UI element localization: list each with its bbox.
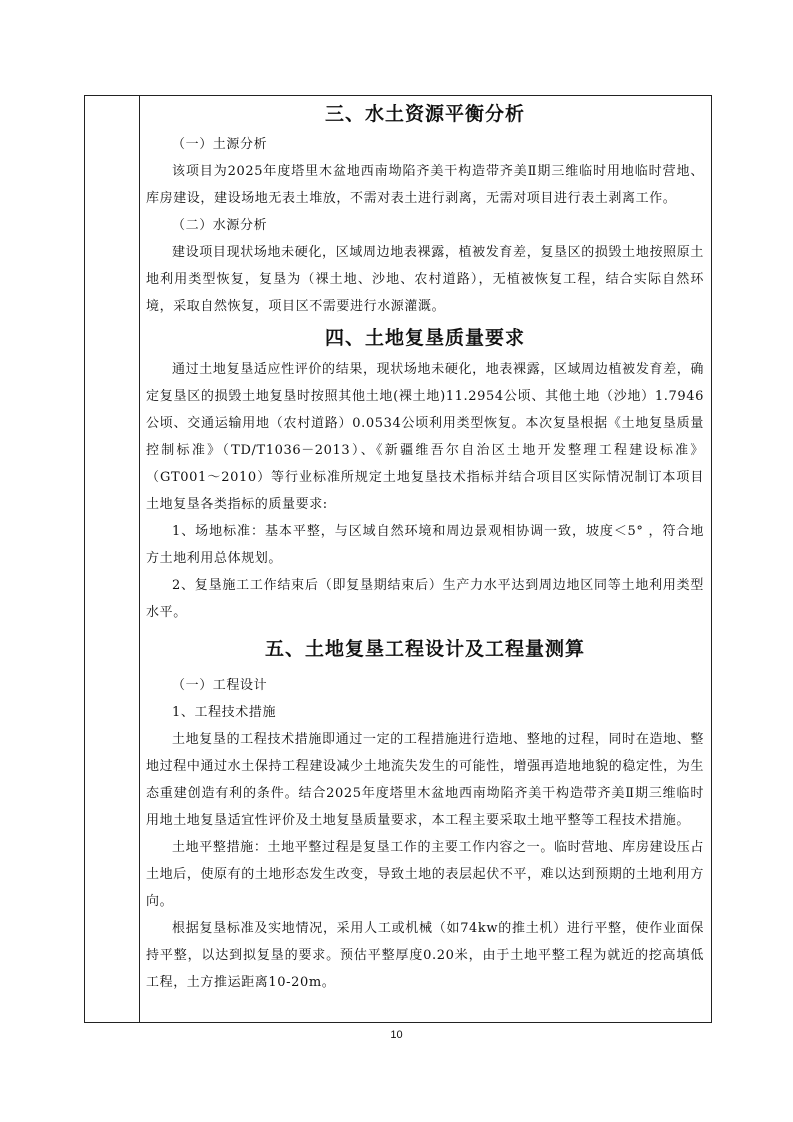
section-title: 三、水土资源平衡分析 [324, 103, 525, 125]
subheading-engineering-design: （一）工程设计 [172, 678, 268, 693]
document-content [146, 95, 704, 996]
paragraph: 土地平整措施：土地平整过程是复垦工作的主要工作内容之一。临时营地、库房建设压占土地后，使原有的土地形态发生改变，导致土地的表层起伏不平，难以达到预期的土地利用方向。 [146, 840, 704, 909]
section-engineering-design [146, 626, 704, 996]
section-title: 四、土地复垦质量要求 [324, 327, 525, 349]
paragraph: 土地复垦的工程技术措施即通过一定的工程措施进行造地、整地的过程，同时在造地、整地过程中通过水土保持工程建设减少土地流失发生的可能性，增强再造地地貌的稳定性，为生态重建创造有利的条件。结合2025年度塔里木盆地西南坳陷齐美干构造带齐美Ⅱ期三维临时用地土地复垦适宜性评价及土地复垦质量要求，本工程主要采取土地平整等工程技术措施。 [146, 732, 704, 828]
section-title: 五、土地复垦工程设计及工程量测算 [264, 638, 585, 660]
column-divider [139, 95, 140, 1023]
paragraph: 根据复垦标准及实地情况，采用人工或机械（如74kw的推土机）进行平整，使作业面保持平整，以达到拟复垦的要求。预估平整厚度0.20米，由于土地平整工程为就近的挖高填低工程，土方推运距离10-20m。 [146, 921, 704, 990]
paragraph: 1、场地标准：基本平整，与区域自然环境和周边景观相协调一致，坡度＜5° ，符合地方土地利用总体规划。 [146, 524, 704, 566]
section-water-soil-balance [146, 95, 704, 320]
paragraph: 建设项目现状场地未硬化，区域周边地表裸露，植被发育差，复垦区的损毁土地按照原土地利用类型恢复，复垦为（裸土地、沙地、农村道路），无植被恢复工程，结合实际自然环境，采取自然恢复，项目区不需要进行水源灌溉。 [146, 245, 704, 314]
paragraph: 该项目为2025年度塔里木盆地西南坳陷齐美干构造带齐美Ⅱ期三维临时用地临时营地、库房建设，建设场地无表土堆放，不需对表土进行剥离，无需对项目进行表土剥离工作。 [146, 164, 704, 206]
subheading-soil-source: （一）土源分析 [172, 137, 268, 152]
paragraph: 2、复垦施工工作结束后（即复垦期结束后）生产力水平达到周边地区同等土地利用类型水平。 [146, 578, 704, 620]
subheading-technical-measures: 1、工程技术措施 [172, 705, 277, 720]
page-number: 10 [390, 1029, 403, 1041]
section-quality-requirements [146, 320, 704, 626]
subheading-water-source: （二）水源分析 [172, 218, 268, 233]
paragraph: 通过土地复垦适应性评价的结果，现状场地未硬化，地表裸露，区域周边植被发育差，确定复垦区的损毁土地复垦时按照其他土地(裸土地)11.2954公顷、其他土地（沙地）1.7946公顷、交通运输用地（农村道路）0.0534公顷利用类型恢复。本次复垦根据《土地复垦质量控制标准》（TD/T1036－2013）、《新疆维吾尔自治区土地开发整理工程建设标准》（GT001～2010）等行业标准所规定土地复垦技术指标并结合项目区实际情况制订本项目土地复垦各类指标的质量要求: [146, 362, 704, 512]
